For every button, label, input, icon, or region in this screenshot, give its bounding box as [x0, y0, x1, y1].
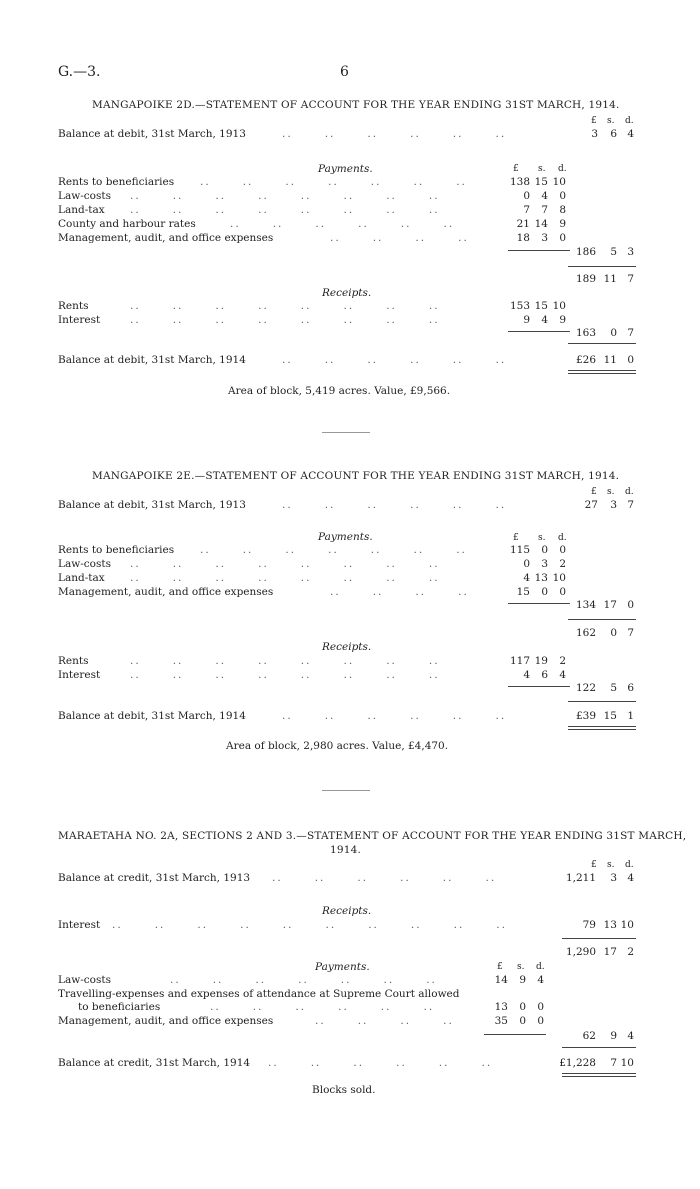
leader-dots: .. .. .. .. .. ..	[230, 218, 455, 230]
item-shillings: 4	[541, 314, 548, 326]
opening-shillings: 6	[610, 128, 617, 140]
leader-dots: .. .. .. .. .. .. ..	[200, 544, 467, 556]
line-item-label: Rents	[58, 300, 89, 312]
item-pounds: 15	[516, 586, 530, 598]
item-pence: 4	[537, 974, 544, 986]
block-note: Blocks sold.	[312, 1084, 376, 1096]
opening-pounds: 27	[584, 499, 598, 511]
receipts-heading: Receipts.	[322, 905, 372, 917]
subtotal-shillings: 11	[603, 273, 617, 285]
item-pounds: 0	[523, 190, 530, 202]
item-pence: 0	[537, 1015, 544, 1027]
column-rule	[562, 1047, 636, 1048]
item-pounds: 18	[516, 232, 530, 244]
group-total-pounds: 186	[575, 246, 596, 258]
receipts-heading: Receipts.	[322, 287, 372, 299]
leader-dots: .. .. .. ..	[330, 232, 469, 244]
pence-column-label: d.	[625, 860, 634, 870]
item-shillings: 15	[534, 176, 548, 188]
item-pounds: 4	[523, 669, 530, 681]
item-pounds: 9	[523, 314, 530, 326]
item-pence: 0	[559, 586, 566, 598]
line-item-label: Law-costs	[58, 558, 111, 570]
group-total-shillings: 17	[603, 599, 617, 611]
line-item-label: Management, audit, and office expenses	[58, 586, 274, 598]
item-pounds: 4	[523, 572, 530, 584]
closing-shillings: 7	[610, 1057, 617, 1069]
pounds-column-label: £	[591, 116, 597, 126]
column-rule	[484, 1034, 546, 1035]
leader-dots: .. .. .. .. .. .. .. ..	[130, 558, 440, 570]
item-shillings: 19	[534, 655, 548, 667]
report-reference: G.—3.	[58, 64, 101, 80]
inner-pounds-label: £	[513, 533, 519, 543]
column-rule	[568, 619, 636, 620]
item-shillings: 7	[541, 204, 548, 216]
closing-shillings: 15	[603, 710, 617, 722]
line-item-label: Rents	[58, 655, 89, 667]
opening-balance-label: Balance at debit, 31st March, 1913	[58, 499, 246, 511]
section-divider	[322, 432, 370, 433]
subtotal-pence: 7	[627, 273, 634, 285]
item-pounds: 138	[509, 176, 530, 188]
group-total-shillings: 0	[610, 327, 617, 339]
item-shillings: 4	[541, 190, 548, 202]
item-pounds: 0	[523, 558, 530, 570]
group-total-pence: 4	[627, 1030, 634, 1042]
group-total-pence: 3	[627, 246, 634, 258]
item-pence: 4	[559, 669, 566, 681]
block-note: Area of block, 2,980 acres. Value, £4,470.	[226, 740, 449, 752]
opening-balance-label: Balance at credit, 31st March, 1913	[58, 872, 251, 884]
item-shillings: 6	[541, 669, 548, 681]
leader-dots: .. .. .. .. .. .. .. ..	[130, 669, 440, 681]
opening-shillings: 3	[610, 499, 617, 511]
closing-shillings: 11	[603, 354, 617, 366]
leader-dots: .. .. .. .. .. ..	[282, 128, 507, 140]
item-pounds: 21	[516, 218, 530, 230]
statement-title: MANGAPOIKE 2D.—STATEMENT OF ACCOUNT FOR THE YEAR ENDING 31ST MARCH, 1914.	[92, 99, 620, 111]
item-pence: 10	[552, 300, 566, 312]
inner-shillings-label: s.	[538, 533, 546, 543]
closing-pence: 1	[627, 710, 634, 722]
opening-pounds: 3	[591, 128, 598, 140]
subtotal-shillings: 0	[610, 627, 617, 639]
double-rule	[568, 370, 636, 371]
group-total-pounds: 163	[575, 327, 596, 339]
pounds-column-label: £	[591, 860, 597, 870]
closing-pence: 0	[627, 354, 634, 366]
item-shillings: 13	[603, 919, 617, 931]
item-pence: 10	[620, 919, 634, 931]
item-shillings: 0	[541, 586, 548, 598]
leader-dots: .. .. .. .. .. .. .. .. .. ..	[112, 919, 507, 931]
line-item-label: Law-costs	[58, 974, 111, 986]
column-rule	[508, 250, 570, 251]
item-pence: 2	[559, 655, 566, 667]
leader-dots: .. .. .. ..	[315, 1015, 454, 1027]
line-item-label: Interest	[58, 669, 101, 681]
line-item-label: Law-costs	[58, 190, 111, 202]
item-pounds: 115	[509, 544, 530, 556]
item-pounds: 35	[494, 1015, 508, 1027]
item-pounds: 117	[509, 655, 530, 667]
opening-pence: 7	[627, 499, 634, 511]
closing-pence: 10	[620, 1057, 634, 1069]
pounds-column-label: £	[591, 487, 597, 497]
payments-heading: Payments.	[315, 961, 370, 973]
item-shillings: 14	[534, 218, 548, 230]
double-rule	[562, 1076, 636, 1077]
item-pounds: 153	[509, 300, 530, 312]
line-item-label: Land-tax	[58, 204, 105, 216]
payments-heading: Payments.	[318, 163, 373, 175]
item-shillings: 0	[519, 1015, 526, 1027]
subtotal-pounds: 162	[575, 627, 596, 639]
item-pence: 0	[559, 190, 566, 202]
group-total-pounds: 134	[575, 599, 596, 611]
leader-dots: .. .. .. .. .. .. ..	[170, 974, 437, 986]
column-rule	[562, 938, 636, 939]
leader-dots: .. .. .. .. .. .. .. ..	[130, 204, 440, 216]
shillings-column-label: s.	[607, 487, 615, 497]
closing-balance-label: Balance at credit, 31st March, 1914	[58, 1057, 251, 1069]
item-pence: 9	[559, 218, 566, 230]
opening-pence: 4	[627, 128, 634, 140]
column-rule	[508, 331, 570, 332]
column-rule	[508, 686, 570, 687]
group-total-shillings: 9	[610, 1030, 617, 1042]
closing-balance-label: Balance at debit, 31st March, 1914	[58, 354, 246, 366]
leader-dots: .. .. .. .. .. ..	[210, 1001, 435, 1013]
item-shillings: 13	[534, 572, 548, 584]
subtotal-pence: 7	[627, 627, 634, 639]
item-pounds: 79	[582, 919, 596, 931]
opening-shillings: 3	[610, 872, 617, 884]
line-item-label-continued: to beneficiaries	[78, 1001, 161, 1013]
opening-pence: 4	[627, 872, 634, 884]
group-total-pounds: 62	[582, 1030, 596, 1042]
item-shillings: 3	[541, 232, 548, 244]
leader-dots: .. .. .. .. .. ..	[282, 710, 507, 722]
leader-dots: .. .. .. .. .. .. .. ..	[130, 655, 440, 667]
line-item-label: Rents to beneficiaries	[58, 176, 175, 188]
inner-pence-label: d.	[558, 533, 567, 543]
column-rule	[568, 266, 636, 267]
group-total-pence: 7	[627, 327, 634, 339]
payments-heading: Payments.	[318, 531, 373, 543]
subtotal-pounds: 1,290	[565, 946, 596, 958]
leader-dots: .. .. .. .. .. .. .. ..	[130, 190, 440, 202]
item-shillings: 9	[519, 974, 526, 986]
closing-pounds: £1,228	[559, 1057, 596, 1069]
shillings-column-label: s.	[607, 116, 615, 126]
statement-title-line-1: MARAETAHA NO. 2A, SECTIONS 2 AND 3.—STATEMENT OF ACCOUNT FOR THE YEAR ENDING 31ST MARCH,	[58, 830, 687, 842]
line-item-label: Interest	[58, 919, 101, 931]
line-item-label: Land-tax	[58, 572, 105, 584]
statement-title: MANGAPOIKE 2E.—STATEMENT OF ACCOUNT FOR THE YEAR ENDING 31ST MARCH, 1914.	[92, 470, 620, 482]
item-pence: 8	[559, 204, 566, 216]
leader-dots: .. .. .. ..	[330, 586, 469, 598]
pence-column-label: d.	[625, 487, 634, 497]
leader-dots: .. .. .. .. .. .. .. ..	[130, 572, 440, 584]
item-pounds: 13	[494, 1001, 508, 1013]
item-pence: 0	[537, 1001, 544, 1013]
receipts-heading: Receipts.	[322, 641, 372, 653]
group-total-pounds: 122	[575, 682, 596, 694]
column-rule	[568, 343, 636, 344]
item-pence: 2	[559, 558, 566, 570]
inner-pence-label: d.	[536, 962, 545, 972]
closing-pounds: £39	[575, 710, 596, 722]
leader-dots: .. .. .. .. .. ..	[282, 499, 507, 511]
line-item-label: Interest	[58, 314, 101, 326]
shillings-column-label: s.	[607, 860, 615, 870]
inner-pence-label: d.	[558, 164, 567, 174]
line-item-label: Rents to beneficiaries	[58, 544, 175, 556]
column-rule	[568, 701, 636, 702]
subtotal-shillings: 17	[603, 946, 617, 958]
leader-dots: .. .. .. .. .. ..	[282, 354, 507, 366]
group-total-shillings: 5	[610, 246, 617, 258]
item-pence: 10	[552, 572, 566, 584]
subtotal-pence: 2	[627, 946, 634, 958]
group-total-shillings: 5	[610, 682, 617, 694]
statement-title-line-2: 1914.	[330, 844, 362, 856]
opening-pounds: 1,211	[565, 872, 596, 884]
page-number: 6	[340, 64, 349, 80]
leader-dots: .. .. .. .. .. ..	[268, 1057, 493, 1069]
double-rule	[568, 729, 636, 730]
line-item-label: Travelling-expenses and expenses of attendance at Supreme Court allowed	[58, 988, 460, 1000]
item-pence: 0	[559, 232, 566, 244]
item-pence: 10	[552, 176, 566, 188]
line-item-label: Management, audit, and office expenses	[58, 1015, 274, 1027]
double-rule	[568, 373, 636, 374]
inner-shillings-label: s.	[517, 962, 525, 972]
leader-dots: .. .. .. .. .. .. .. ..	[130, 300, 440, 312]
item-shillings: 3	[541, 558, 548, 570]
item-pounds: 7	[523, 204, 530, 216]
item-pence: 9	[559, 314, 566, 326]
group-total-pence: 6	[627, 682, 634, 694]
item-shillings: 0	[541, 544, 548, 556]
closing-pounds: £26	[575, 354, 596, 366]
block-note: Area of block, 5,419 acres. Value, £9,566.	[228, 385, 451, 397]
leader-dots: .. .. .. .. .. .. ..	[200, 176, 467, 188]
closing-balance-label: Balance at debit, 31st March, 1914	[58, 710, 246, 722]
item-pounds: 14	[494, 974, 508, 986]
item-shillings: 0	[519, 1001, 526, 1013]
item-pence: 0	[559, 544, 566, 556]
line-item-label: Management, audit, and office expenses	[58, 232, 274, 244]
leader-dots: .. .. .. .. .. ..	[272, 872, 497, 884]
double-rule	[562, 1073, 636, 1074]
column-rule	[508, 603, 570, 604]
inner-shillings-label: s.	[538, 164, 546, 174]
double-rule	[568, 726, 636, 727]
group-total-pence: 0	[627, 599, 634, 611]
subtotal-pounds: 189	[575, 273, 596, 285]
section-divider	[322, 790, 370, 791]
pence-column-label: d.	[625, 116, 634, 126]
leader-dots: .. .. .. .. .. .. .. ..	[130, 314, 440, 326]
inner-pounds-label: £	[497, 962, 503, 972]
opening-balance-label: Balance at debit, 31st March, 1913	[58, 128, 246, 140]
item-shillings: 15	[534, 300, 548, 312]
line-item-label: County and harbour rates	[58, 218, 196, 230]
inner-pounds-label: £	[513, 164, 519, 174]
